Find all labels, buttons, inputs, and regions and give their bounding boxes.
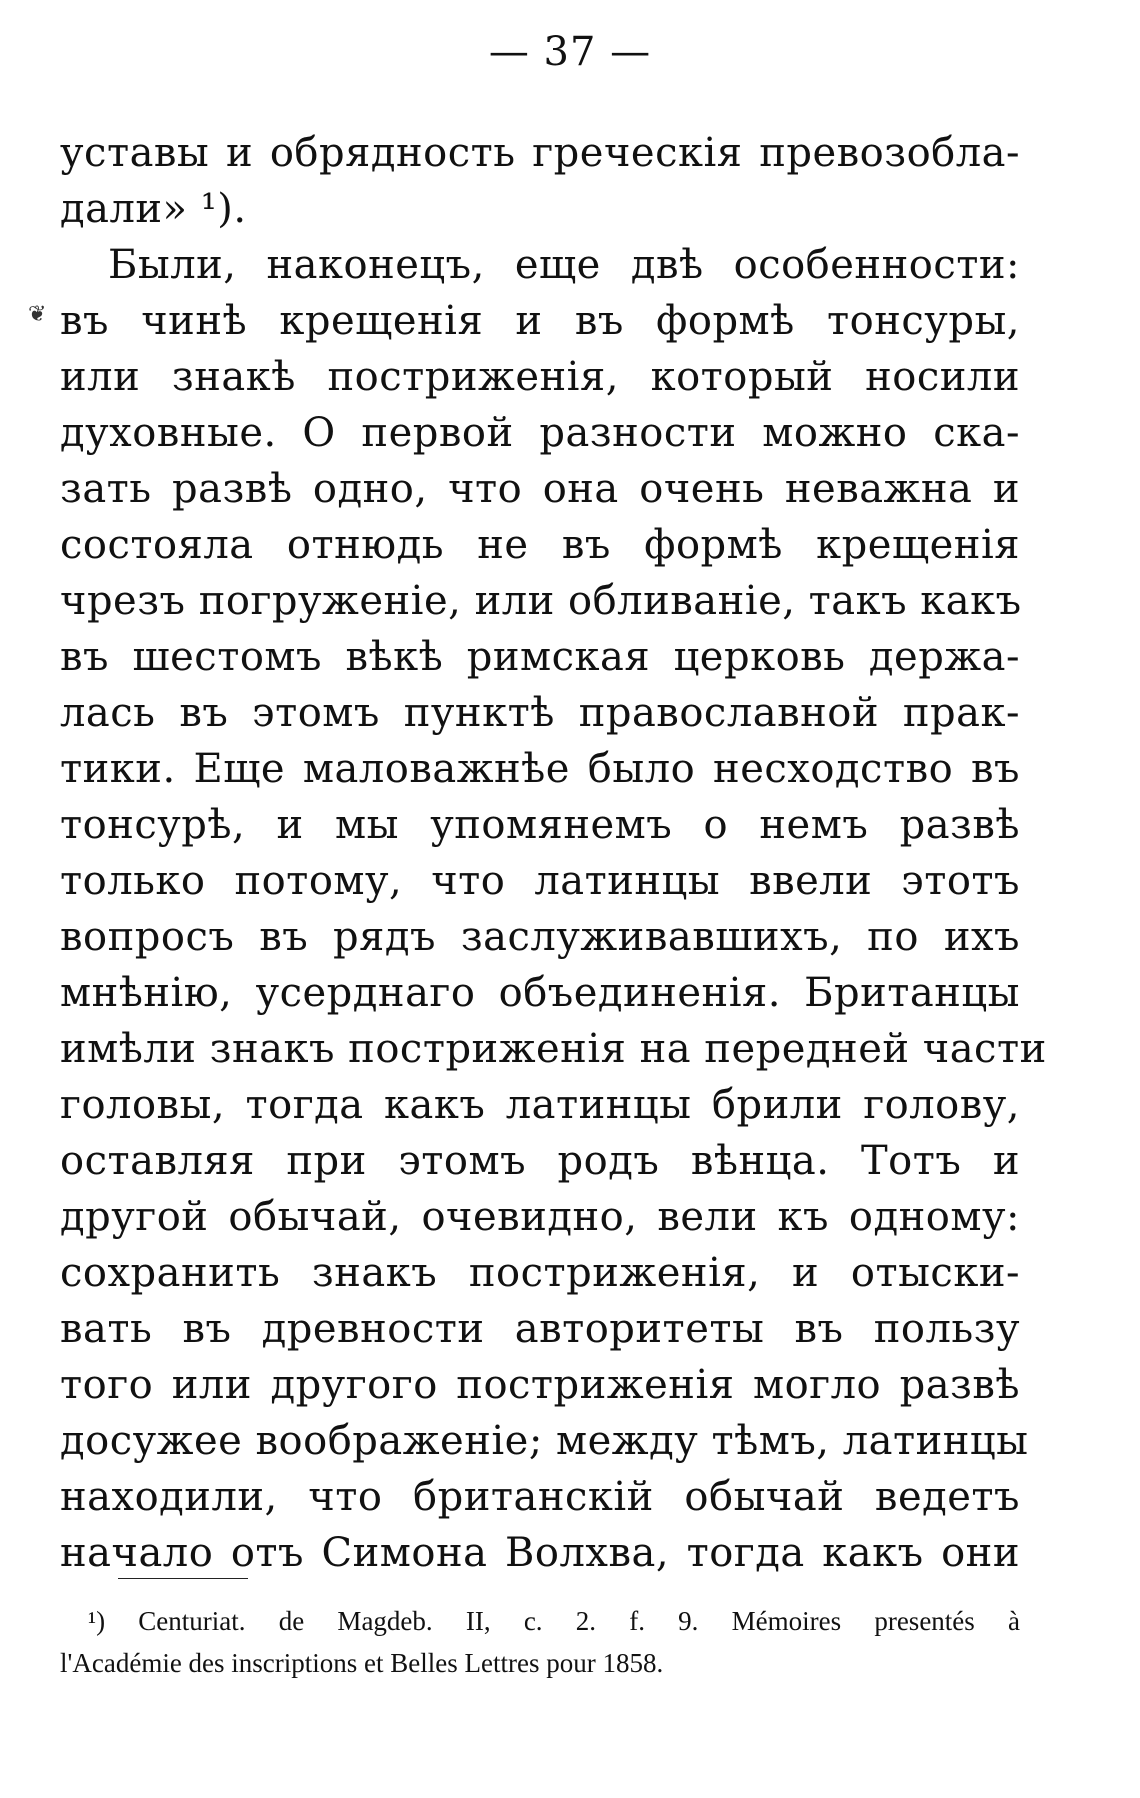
- text-line: чрезъ погруженіе, или обливаніе, такъ какъ: [60, 578, 1022, 624]
- text-line: или знакѣ постриженія, который носили: [60, 354, 1020, 400]
- text-line: въ чинѣ крещенія и въ формѣ тонсуры,: [60, 298, 1020, 344]
- text-line: головы, тогда какъ латинцы брили голову,: [60, 1082, 1020, 1128]
- text-line: тики. Еще маловажнѣе было несходство въ: [60, 746, 1020, 792]
- text-line: тонсурѣ, и мы упомянемъ о немъ развѣ: [60, 802, 1020, 848]
- text-line: того или другого постриженія могло развѣ: [60, 1362, 1020, 1408]
- margin-mark: ❦: [28, 302, 47, 327]
- text-line: мнѣнію, усерднаго объединенія. Британцы: [60, 970, 1020, 1016]
- text-line: имѣли знакъ постриженія на передней части: [60, 1026, 1047, 1072]
- text-line: уставы и обрядность греческія превозобла-: [60, 130, 1020, 176]
- footnotes: [60, 1600, 1020, 1684]
- footnote-line: l'Académie des inscriptions et Belles Lettres pour 1858.: [60, 1648, 664, 1678]
- text-line: духовные. О первой разности можно ска-: [60, 410, 1020, 456]
- text-line: оставляя при этомъ родъ вѣнца. Тотъ и: [60, 1138, 1020, 1184]
- text-line: вать въ древности авторитеты въ пользу: [60, 1306, 1020, 1352]
- footnote-line: ¹) Centuriat. de Magdeb. II, c. 2. f. 9. Mémoires presentés à: [88, 1606, 1020, 1636]
- text-line: вопросъ въ рядъ заслуживавшихъ, по ихъ: [60, 914, 1020, 960]
- page-number: — 37 —: [488, 29, 652, 75]
- text-line: сохранить знакъ постриженія, и отыски-: [60, 1250, 1020, 1296]
- footnote-divider: [118, 1578, 248, 1579]
- text-line: зать развѣ одно, что она очень неважна и: [60, 466, 1020, 512]
- text-line: начало отъ Симона Волхва, тогда какъ они: [60, 1530, 1020, 1576]
- text-line: въ шестомъ вѣкѣ римская церковь держа-: [60, 634, 1020, 680]
- text-line: Были, наконецъ, еще двѣ особенности:: [108, 242, 1020, 288]
- body-text: [60, 125, 1047, 1581]
- text-line: другой обычай, очевидно, вели къ одному:: [60, 1194, 1020, 1240]
- text-line: только потому, что латинцы ввели этотъ: [60, 858, 1020, 904]
- text-line: лась въ этомъ пунктѣ православной прак-: [60, 690, 1020, 736]
- text-line: находили, что британскій обычай ведетъ: [60, 1474, 1020, 1520]
- text-line: дали» ¹).: [60, 186, 247, 232]
- text-line: досужее воображеніе; между тѣмъ, латинцы: [60, 1418, 1029, 1464]
- text-line: состояла отнюдь не въ формѣ крещенія: [60, 522, 1020, 568]
